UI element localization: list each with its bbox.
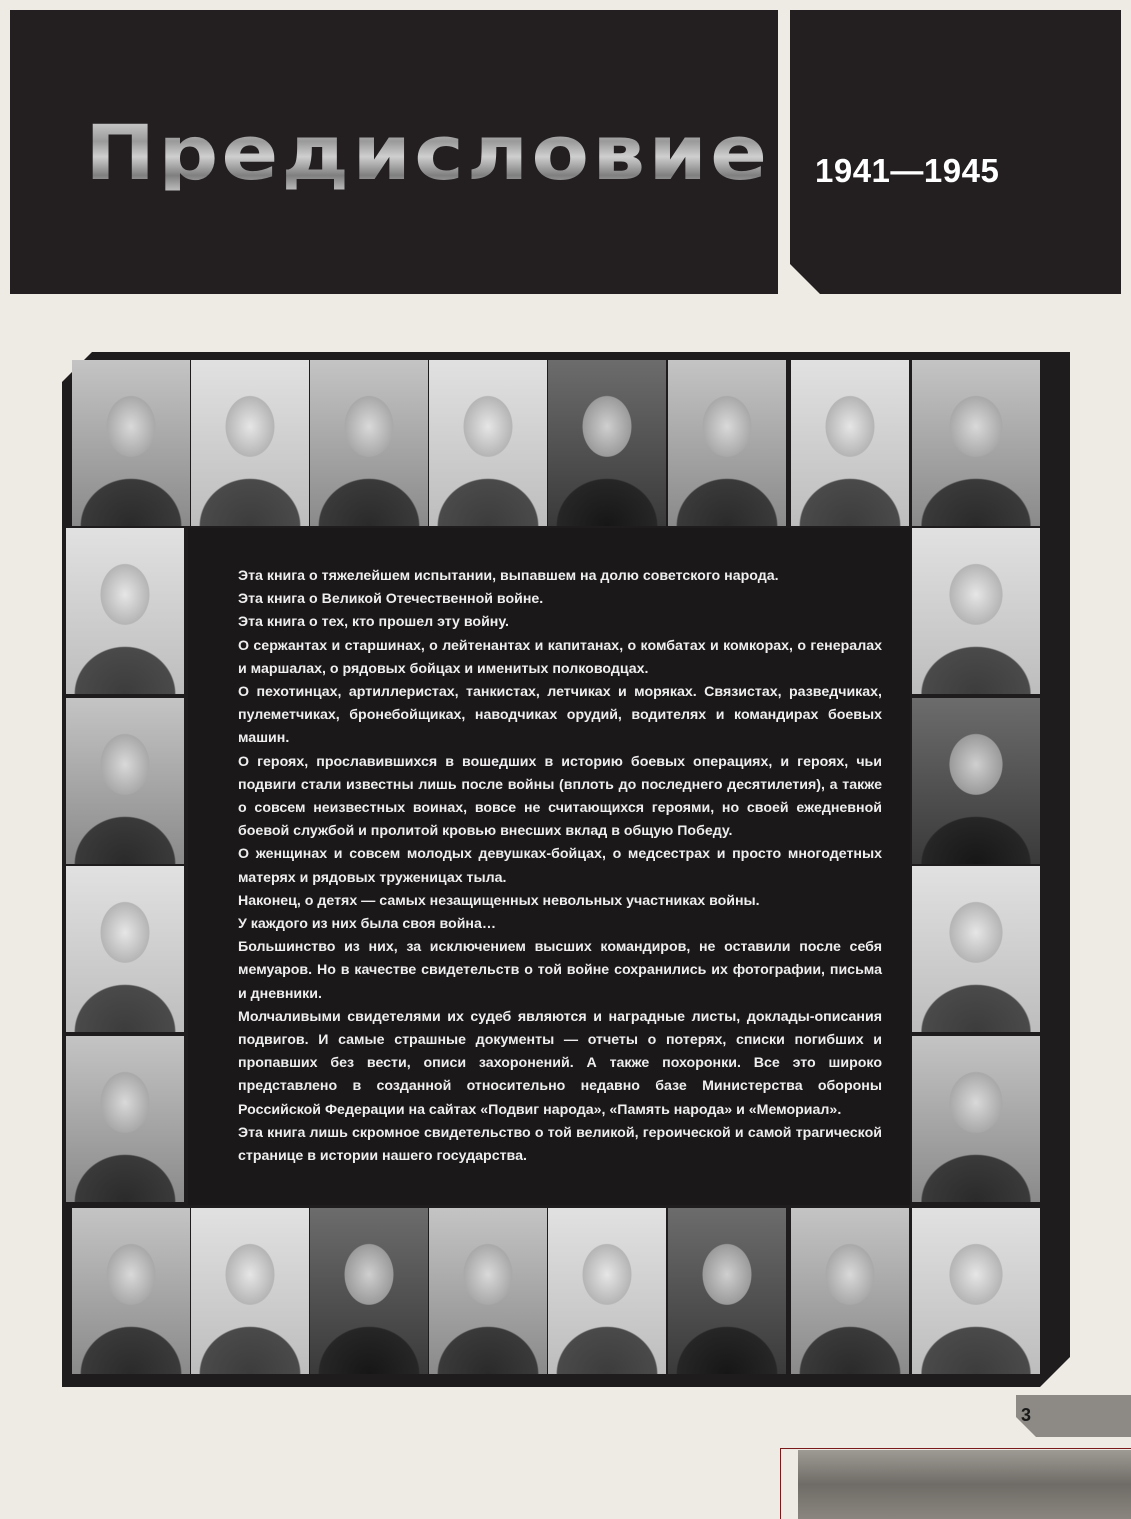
page-number: 3 xyxy=(1021,1405,1032,1425)
decorative-line xyxy=(780,1448,1131,1449)
decorative-line xyxy=(780,1448,781,1519)
paragraph: Большинство из них, за исключением высших командиров, не оставили после себя мемуаров. Но в качестве свидетельств о той войне сохранились их фотографии, письма и дневники. xyxy=(238,939,882,1002)
portrait-photo xyxy=(668,360,786,526)
portrait-photo xyxy=(66,1036,184,1202)
paragraph: Эта книга лишь скромное свидетельство о той великой, героической и самой трагической странице в истории нашего государства. xyxy=(238,1124,882,1165)
paragraph: Эта книга о тяжелейшем испытании, выпавшем на долю советского народа. xyxy=(238,568,779,584)
portrait-photo xyxy=(191,360,309,526)
portrait-photo xyxy=(310,1208,428,1374)
portrait-photo xyxy=(429,1208,547,1374)
portrait-photo xyxy=(912,866,1040,1032)
paragraph: О пехотинцах, артиллеристах, танкистах, летчиках и моряках. Связистах, разведчиках, пулеметчиках, бронебойщиках, наводчиках орудий, водителях и командирах боевых машин. xyxy=(238,684,882,747)
portrait-photo xyxy=(791,1208,909,1374)
preface-text xyxy=(238,565,882,1168)
page-title: Предисловие xyxy=(85,108,771,197)
portrait-photo xyxy=(912,360,1040,526)
paragraph: О сержантах и старшинах, о лейтенантах и капитанах, о комбатах и комкорах, о генералах и маршалах, о рядовых бойцах и именитых полководцах. xyxy=(238,637,882,677)
portrait-photo xyxy=(429,360,547,526)
portrait-photo xyxy=(912,528,1040,694)
paragraph: Эта книга о Великой Отечественной войне. xyxy=(238,591,544,608)
portrait-photo xyxy=(791,360,909,526)
portrait-photo xyxy=(548,1208,666,1374)
portrait-photo xyxy=(72,360,190,526)
portrait-photo xyxy=(66,528,184,694)
paragraph: Эта книга о тех, кто прошел эту войну. xyxy=(238,614,509,631)
portrait-photo xyxy=(310,360,428,526)
paragraph: О женщинах и совсем молодых девушках-бойцах, о медсестрах и просто многодетных матерях и рядовых труженицах тыла. xyxy=(238,846,882,886)
portrait-photo xyxy=(548,360,666,526)
paragraph: Молчаливыми свидетелями их судеб являются и наградные листы, доклады-описания подвигов. И самые страшные документы — отчеты о потерях, списки погибших и пропавших без вести, описи захоронений. А также похоронки. Все это широко представлено в созданной относительно недавно базе Министерства обороны Российской Федерации на сайтах «Подвиг народа», «Память народа» и «Мемориал». xyxy=(238,1008,882,1118)
paragraph: О героях, прославившихся в вошедших в историю боевых операциях, и героях, чьи подвиги стали известны лишь после войны (вплоть до последнего десятилетия), а также о совсем неизвестных воинах, вовсе не считающихся героями, но своей ежедневной боевой службой и пролитой кровью внесших вклад в общую Победу. xyxy=(238,753,882,840)
paragraph: Наконец, о детях — самых незащищенных невольных участниках войны. xyxy=(238,892,760,909)
portrait-photo xyxy=(668,1208,786,1374)
portrait-photo xyxy=(912,698,1040,864)
portrait-photo xyxy=(66,866,184,1032)
portrait-photo xyxy=(191,1208,309,1374)
years-label: 1941—1945 xyxy=(815,152,1000,189)
portrait-photo xyxy=(66,698,184,864)
bottom-decorative-photo xyxy=(798,1450,1131,1519)
portrait-photo xyxy=(912,1036,1040,1202)
portrait-photo xyxy=(72,1208,190,1374)
paragraph: У каждого из них была своя война… xyxy=(238,916,497,933)
portrait-photo xyxy=(912,1208,1040,1374)
